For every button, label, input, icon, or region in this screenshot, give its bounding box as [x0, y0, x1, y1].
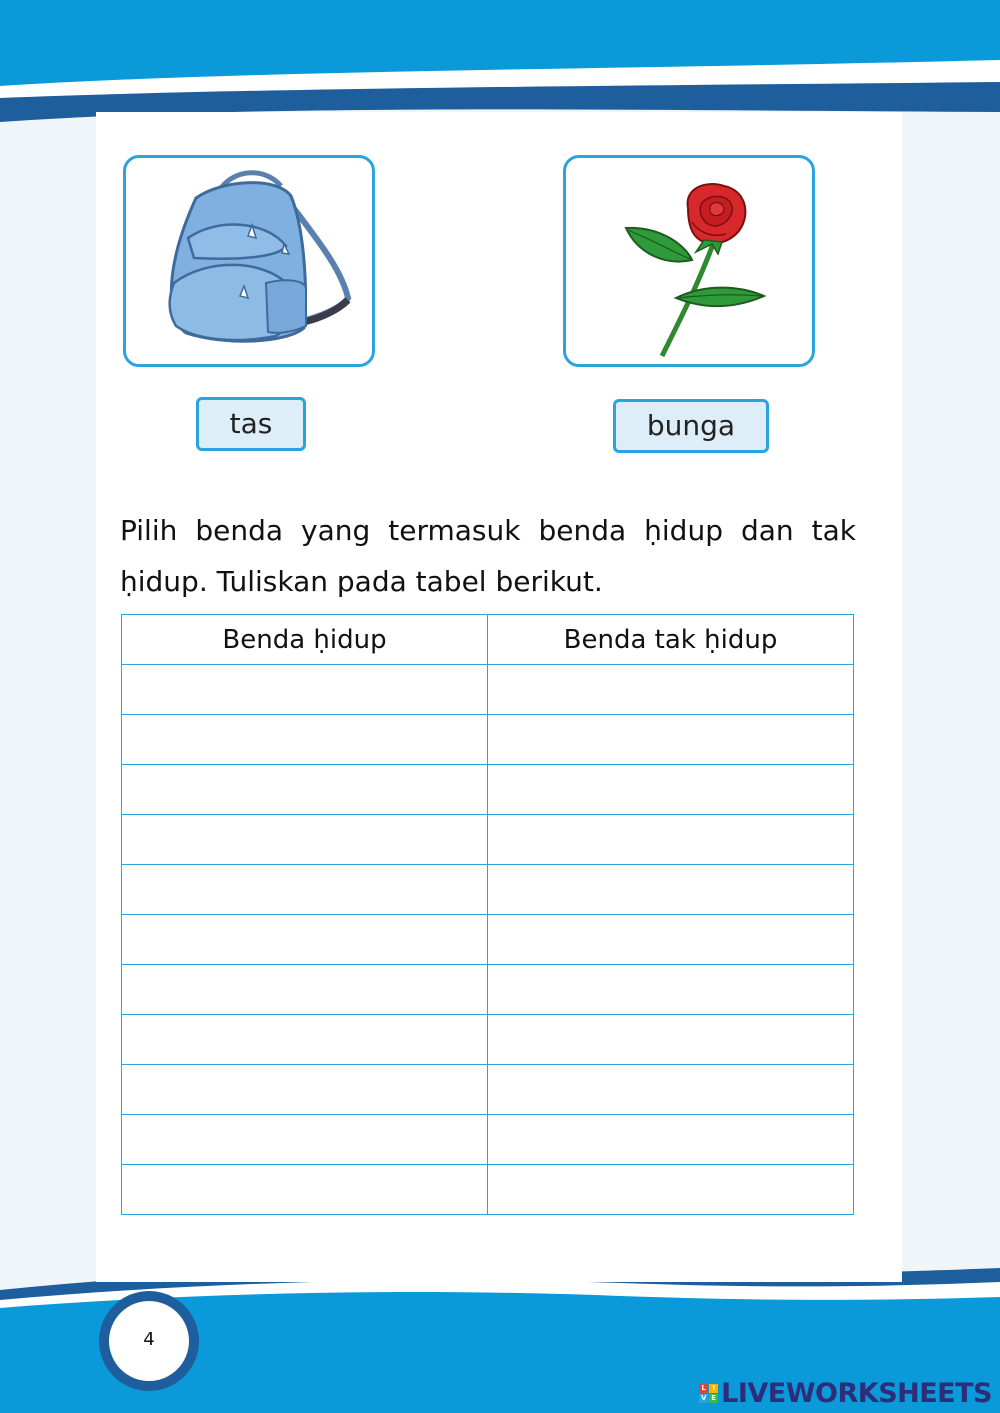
brand-text: LIVEWORKSHEETS — [721, 1377, 992, 1409]
answer-cell-nonliving[interactable] — [488, 915, 854, 965]
table-row — [122, 915, 854, 965]
answer-cell-living[interactable] — [122, 1065, 488, 1115]
table-header-row — [122, 615, 854, 665]
table-row — [122, 765, 854, 815]
table-row — [122, 1165, 854, 1215]
brand-logo-icon: L I V E — [699, 1384, 718, 1403]
instruction-text: Pilih benda yang termasuk benda ḥidup dan tak ḥidup. Tuliskan pada tabel berikut. — [120, 514, 856, 598]
page-number: 4 — [143, 1329, 155, 1350]
table-body — [122, 665, 854, 1215]
answer-cell-living[interactable] — [122, 815, 488, 865]
answer-cell-living[interactable] — [122, 1015, 488, 1065]
brand-watermark — [699, 1376, 992, 1410]
answer-cell-nonliving[interactable] — [488, 715, 854, 765]
table-row — [122, 1115, 854, 1165]
answer-cell-nonliving[interactable] — [488, 815, 854, 865]
answer-cell-nonliving[interactable] — [488, 1115, 854, 1165]
answer-cell-nonliving[interactable] — [488, 865, 854, 915]
answer-cell-nonliving[interactable] — [488, 765, 854, 815]
answer-cell-nonliving[interactable] — [488, 965, 854, 1015]
word-label-tas: tas — [196, 397, 306, 451]
answer-cell-nonliving[interactable] — [488, 1015, 854, 1065]
table-row — [122, 865, 854, 915]
header-nonliving: Benda tak ḥidup — [488, 615, 854, 665]
answer-cell-living[interactable] — [122, 765, 488, 815]
answer-cell-nonliving[interactable] — [488, 1165, 854, 1215]
answer-cell-nonliving[interactable] — [488, 665, 854, 715]
table-row — [122, 1015, 854, 1065]
rose-icon — [566, 158, 815, 367]
table-row — [122, 1065, 854, 1115]
table-row — [122, 665, 854, 715]
sorting-table — [121, 614, 854, 1215]
answer-cell-living[interactable] — [122, 965, 488, 1015]
backpack-icon — [126, 158, 375, 367]
answer-cell-living[interactable] — [122, 1115, 488, 1165]
answer-cell-nonliving[interactable] — [488, 1065, 854, 1115]
answer-cell-living[interactable] — [122, 1165, 488, 1215]
word-label-bunga: bunga — [613, 399, 769, 453]
answer-cell-living[interactable] — [122, 865, 488, 915]
table-row — [122, 815, 854, 865]
table-row — [122, 965, 854, 1015]
table-row — [122, 715, 854, 765]
answer-cell-living[interactable] — [122, 915, 488, 965]
header-living: Benda ḥidup — [122, 615, 488, 665]
answer-cell-living[interactable] — [122, 715, 488, 765]
image-card-rose — [563, 155, 815, 367]
image-card-backpack — [123, 155, 375, 367]
answer-cell-living[interactable] — [122, 665, 488, 715]
